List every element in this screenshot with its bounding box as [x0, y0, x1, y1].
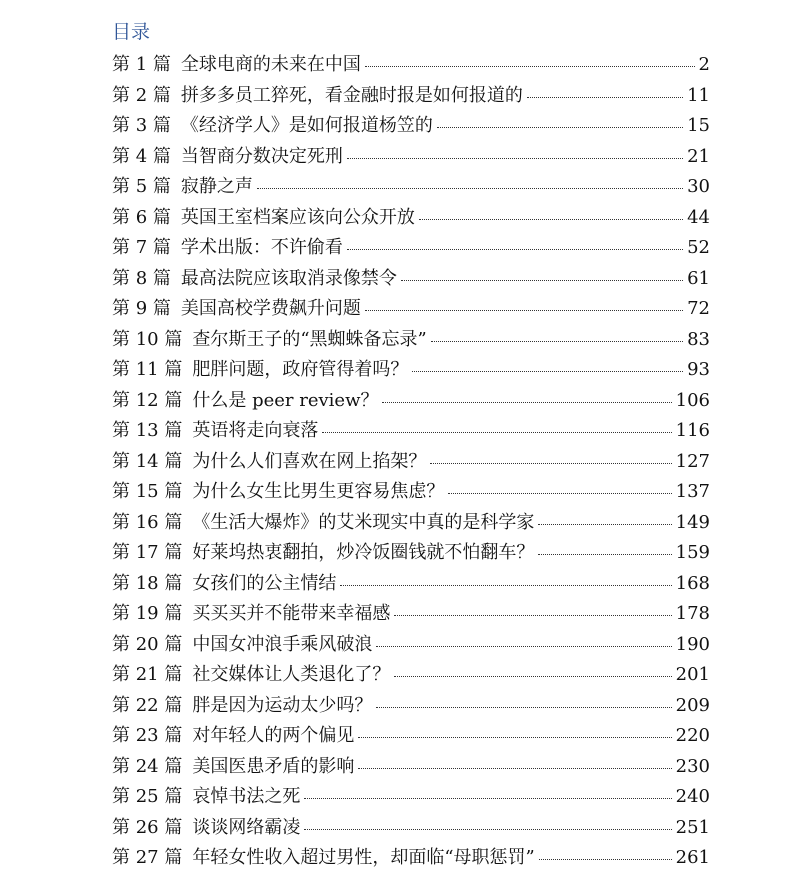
- toc-entry[interactable]: [112, 386, 710, 417]
- page-number: 11: [687, 84, 710, 106]
- dot-leader: [401, 280, 683, 281]
- dot-leader: [257, 188, 683, 189]
- chapter-label: 第 6 篇: [112, 206, 171, 228]
- chapter-label: 第 21 篇: [112, 664, 183, 685]
- dot-leader: [358, 768, 671, 769]
- dot-leader: [382, 402, 671, 403]
- chapter-label: 第 16 篇: [112, 511, 183, 533]
- toc-entry[interactable]: [112, 142, 710, 173]
- chapter-label: 第 10 篇: [112, 328, 183, 350]
- toc-entry[interactable]: [112, 233, 710, 264]
- toc-entry[interactable]: [112, 111, 710, 142]
- chapter-title: 查尔斯王子的“黑蜘蛛备忘录”: [192, 328, 427, 350]
- page-number: 261: [675, 847, 710, 868]
- dot-leader: [419, 219, 683, 220]
- dot-leader: [431, 341, 683, 342]
- chapter-label: 第 7 篇: [112, 237, 171, 258]
- toc-entry[interactable]: [112, 538, 710, 569]
- chapter-title: 拼多多员工猝死，看金融时报是如何报道的: [180, 84, 523, 106]
- page-number: 15: [687, 115, 710, 136]
- chapter-label: 第 3 篇: [112, 115, 171, 136]
- chapter-label: 第 12 篇: [112, 389, 183, 411]
- chapter-title: 全球电商的未来在中国: [180, 54, 361, 75]
- page-number: 168: [675, 572, 710, 594]
- dot-leader: [430, 463, 671, 464]
- page-number: 30: [687, 176, 710, 197]
- page-number: 2: [698, 54, 710, 75]
- toc-entry[interactable]: [112, 752, 710, 783]
- page-number: 190: [675, 633, 710, 655]
- dot-leader: [539, 859, 672, 860]
- toc-entry[interactable]: [112, 813, 710, 844]
- page-number: 106: [675, 389, 710, 411]
- chapter-title: 英语将走向衰落: [192, 420, 319, 441]
- toc-entry[interactable]: [112, 569, 710, 600]
- chapter-label: 第 9 篇: [112, 298, 171, 319]
- chapter-label: 第 2 篇: [112, 84, 171, 106]
- chapter-label: 第 13 篇: [112, 420, 183, 441]
- chapter-label: 第 27 篇: [112, 847, 183, 868]
- toc-entry[interactable]: [112, 172, 710, 203]
- toc-entry[interactable]: [112, 630, 710, 661]
- dot-leader: [376, 707, 671, 708]
- page-number: 251: [675, 816, 710, 838]
- chapter-label: 第 1 篇: [112, 54, 171, 75]
- dot-leader: [394, 676, 671, 677]
- chapter-title: 为什么女生比男生更容易焦虑？: [192, 481, 445, 502]
- page-number: 149: [675, 511, 710, 533]
- chapter-label: 第 22 篇: [112, 694, 183, 716]
- chapter-label: 第 5 篇: [112, 176, 171, 197]
- page-number: 93: [687, 359, 710, 380]
- chapter-title: 胖是因为运动太少吗？: [192, 694, 373, 716]
- dot-leader: [304, 829, 671, 830]
- dot-leader: [376, 646, 671, 647]
- chapter-title: 肥胖问题，政府管得着吗？: [192, 359, 409, 380]
- page-number: 240: [675, 786, 710, 807]
- chapter-title: 寂静之声: [180, 176, 253, 197]
- chapter-title: 美国高校学费飙升问题: [180, 298, 361, 319]
- toc-entry[interactable]: [112, 721, 710, 752]
- page-number: 159: [675, 542, 710, 563]
- page-number: 52: [687, 237, 710, 258]
- page-number: 83: [687, 328, 710, 350]
- toc-entry[interactable]: [112, 447, 710, 478]
- chapter-title: 《生活大爆炸》的艾米现实中真的是科学家: [192, 511, 535, 533]
- table-of-contents: [112, 14, 710, 874]
- toc-heading: 目录: [112, 21, 151, 43]
- toc-entry[interactable]: [112, 477, 710, 508]
- dot-leader: [358, 737, 671, 738]
- chapter-label: 第 4 篇: [112, 145, 171, 167]
- chapter-title: 谈谈网络霸凌: [192, 816, 301, 838]
- chapter-title: 哀悼书法之死: [192, 786, 301, 807]
- toc-entry[interactable]: [112, 294, 710, 325]
- chapter-title: 为什么人们喜欢在网上掐架？: [192, 450, 427, 472]
- page-number: 72: [687, 298, 710, 319]
- chapter-title: 年轻女性收入超过男性，却面临“母职惩罚”: [192, 847, 535, 868]
- page-number: 178: [675, 603, 710, 624]
- chapter-label: 第 18 篇: [112, 572, 183, 594]
- toc-entry[interactable]: [112, 508, 710, 539]
- chapter-title: 当智商分数决定死刑: [180, 145, 343, 167]
- toc-entry[interactable]: [112, 599, 710, 630]
- toc-entry[interactable]: [112, 416, 710, 447]
- chapter-title: 女孩们的公主情结: [192, 572, 337, 594]
- dot-leader: [365, 310, 683, 311]
- toc-entry[interactable]: [112, 203, 710, 234]
- toc-entry[interactable]: [112, 81, 710, 112]
- chapter-label: 第 14 篇: [112, 450, 183, 472]
- chapter-title: 对年轻人的两个偏见: [192, 725, 355, 746]
- toc-entry[interactable]: [112, 264, 710, 295]
- page-number: 116: [675, 420, 710, 441]
- chapter-label: 第 24 篇: [112, 755, 183, 777]
- dot-leader: [538, 524, 671, 525]
- dot-leader: [394, 615, 671, 616]
- chapter-label: 第 19 篇: [112, 603, 183, 624]
- chapter-label: 第 26 篇: [112, 816, 183, 838]
- chapter-title: 英国王室档案应该向公众开放: [180, 206, 415, 228]
- dot-leader: [340, 585, 671, 586]
- toc-entry[interactable]: [112, 660, 710, 691]
- chapter-label: 第 25 篇: [112, 786, 183, 807]
- dot-leader: [412, 371, 683, 372]
- toc-list: [112, 50, 710, 874]
- chapter-title: 中国女冲浪手乘风破浪: [192, 633, 373, 655]
- chapter-title: 美国医患矛盾的影响: [192, 755, 355, 777]
- dot-leader: [448, 493, 671, 494]
- chapter-title: 社交媒体让人类退化了？: [192, 664, 391, 685]
- dot-leader: [322, 432, 671, 433]
- page-number: 201: [675, 664, 710, 685]
- page-number: 137: [675, 481, 710, 502]
- page-number: 230: [675, 755, 710, 777]
- dot-leader: [437, 127, 683, 128]
- chapter-label: 第 8 篇: [112, 267, 171, 289]
- chapter-label: 第 11 篇: [112, 359, 183, 380]
- chapter-label: 第 15 篇: [112, 481, 183, 502]
- toc-entry[interactable]: [112, 355, 710, 386]
- page-number: 61: [687, 267, 710, 289]
- toc-entry[interactable]: [112, 325, 710, 356]
- page-number: 21: [687, 145, 710, 167]
- dot-leader: [304, 798, 671, 799]
- dot-leader: [527, 97, 683, 98]
- chapter-title: 学术出版：不许偷看: [180, 237, 343, 258]
- toc-entry[interactable]: [112, 691, 710, 722]
- chapter-title: 《经济学人》是如何报道杨笠的: [180, 115, 433, 136]
- page-number: 127: [675, 450, 710, 472]
- dot-leader: [538, 554, 671, 555]
- chapter-label: 第 17 篇: [112, 542, 183, 563]
- page-number: 44: [687, 206, 710, 228]
- chapter-label: 第 20 篇: [112, 633, 183, 655]
- toc-entry[interactable]: [112, 50, 710, 81]
- page-number: 220: [675, 725, 710, 746]
- chapter-title: 好莱坞热衷翻拍，炒冷饭圈钱就不怕翻车？: [192, 542, 535, 563]
- toc-entry[interactable]: [112, 782, 710, 813]
- toc-entry[interactable]: [112, 843, 710, 874]
- dot-leader: [365, 66, 695, 67]
- chapter-title: 买买买并不能带来幸福感: [192, 603, 391, 624]
- page-number: 209: [675, 694, 710, 716]
- chapter-title: 什么是 peer review？: [192, 389, 379, 411]
- chapter-label: 第 23 篇: [112, 725, 183, 746]
- dot-leader: [347, 158, 683, 159]
- dot-leader: [347, 249, 683, 250]
- chapter-title: 最高法院应该取消录像禁令: [180, 267, 397, 289]
